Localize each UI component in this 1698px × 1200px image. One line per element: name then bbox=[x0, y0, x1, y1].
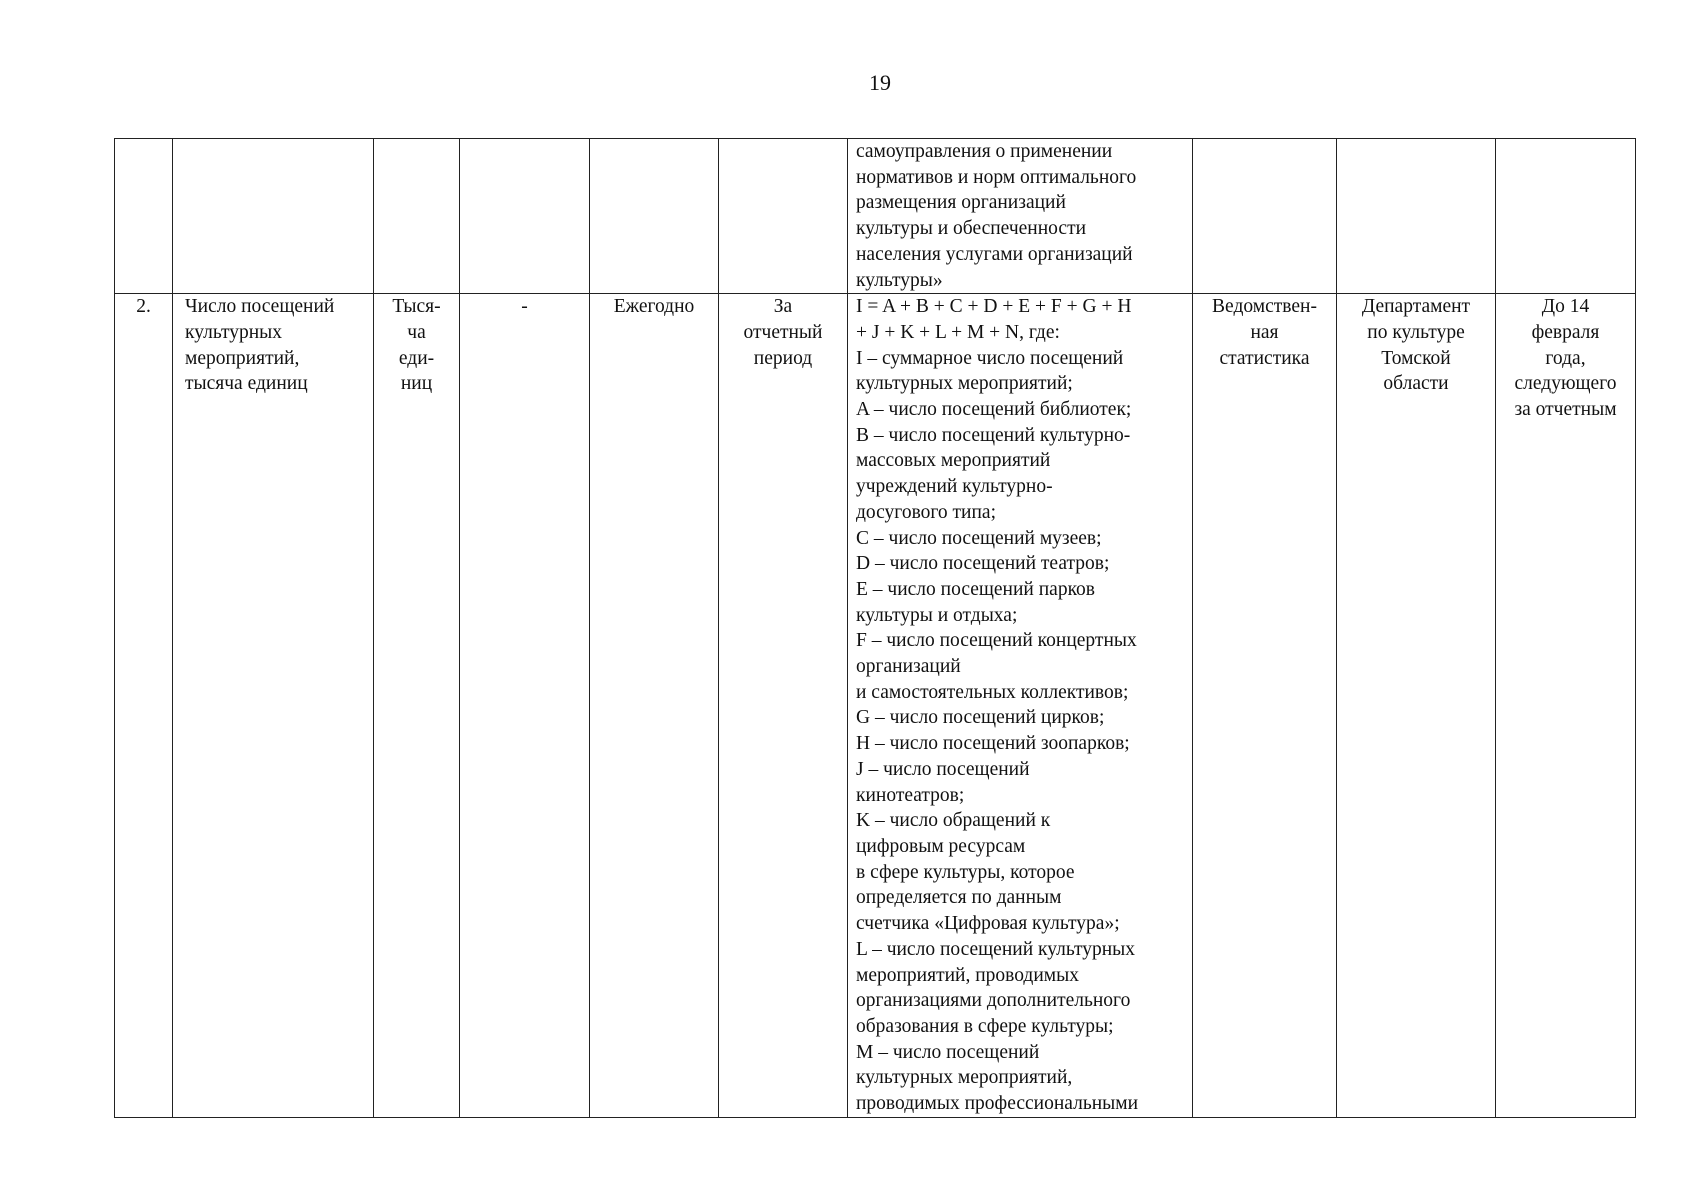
formula-line: D – число посещений театров; bbox=[856, 553, 1110, 575]
name-line: мероприятий, bbox=[185, 347, 300, 369]
responsible-line: Томской bbox=[1381, 347, 1451, 369]
formula-line: A – число посещений библиотек; bbox=[856, 399, 1132, 421]
name-line: Число посещений bbox=[185, 296, 335, 318]
unit-line: еди- bbox=[398, 347, 435, 369]
row-number: 2. bbox=[136, 296, 151, 318]
formula-line: счетчика «Цифровая культура»; bbox=[856, 913, 1120, 935]
formula-line: C – число посещений музеев; bbox=[856, 527, 1102, 549]
formula-line: самоуправления о применении bbox=[856, 141, 1113, 162]
formula-line: культуры и обеспеченности bbox=[856, 218, 1087, 240]
name-cell bbox=[173, 139, 374, 294]
formula-cell bbox=[848, 139, 1193, 294]
formula-line: F – число посещений концертных bbox=[856, 630, 1137, 652]
formula-line: мероприятий, проводимых bbox=[856, 964, 1079, 986]
indicator-table bbox=[114, 138, 1636, 1118]
formula-line: G – число посещений цирков; bbox=[856, 707, 1105, 729]
name-line: культурных bbox=[185, 321, 283, 343]
formula-line: проводимых профессиональными bbox=[856, 1093, 1139, 1115]
responsible-cell bbox=[1337, 139, 1496, 294]
source-line: статистика bbox=[1219, 347, 1310, 369]
source-line: ная bbox=[1250, 321, 1279, 343]
formula-line: K – число обращений к bbox=[856, 810, 1051, 832]
formula-line: досугового типа; bbox=[856, 501, 996, 523]
table-row bbox=[115, 294, 1636, 1118]
periodicity-value: Ежегодно bbox=[613, 296, 695, 318]
formula-line: кинотеатров; bbox=[856, 784, 965, 806]
periodicity-cell bbox=[590, 294, 719, 1118]
formula-line: образования в сфере культуры; bbox=[856, 1015, 1114, 1037]
unit-cell bbox=[374, 139, 460, 294]
unit-line: ниц bbox=[400, 373, 433, 395]
formula-line: организаций bbox=[856, 656, 961, 678]
period-line: отчетный bbox=[743, 321, 823, 343]
name-cell bbox=[173, 294, 374, 1118]
formula-line: определяется по данным bbox=[856, 887, 1062, 909]
formula-line: B – число посещений культурно- bbox=[856, 424, 1131, 446]
number-cell bbox=[115, 294, 173, 1118]
formula-line: + J + K + L + M + N, где: bbox=[856, 321, 1060, 343]
responsible-line: по культуре bbox=[1367, 321, 1465, 343]
formula-line: L – число посещений культурных bbox=[856, 938, 1136, 960]
unit-cell bbox=[374, 294, 460, 1118]
formula-line: E – число посещений парков bbox=[856, 578, 1096, 600]
formula-line: H – число посещений зоопарков; bbox=[856, 733, 1130, 755]
deadline-line: До 14 bbox=[1541, 296, 1590, 318]
period-line: За bbox=[773, 296, 793, 318]
formula-line: культуры» bbox=[856, 269, 943, 291]
period-cell bbox=[719, 139, 848, 294]
formula-line: J – число посещений bbox=[856, 758, 1030, 780]
unit-line: ча bbox=[407, 321, 426, 343]
formula-line: в сфере культуры, которое bbox=[856, 861, 1075, 883]
formula-line: и самостоятельных коллективов; bbox=[856, 681, 1129, 703]
deadline-line: следующего bbox=[1514, 373, 1617, 395]
formula-line: населения услугами организаций bbox=[856, 243, 1133, 265]
table-row bbox=[115, 139, 1636, 294]
formula-line: M – число посещений bbox=[856, 1041, 1040, 1063]
formula-cell bbox=[848, 294, 1193, 1118]
formula-line: нормативов и норм оптимального bbox=[856, 166, 1137, 188]
period-line: период bbox=[753, 347, 813, 369]
page-number: 19 bbox=[869, 70, 891, 95]
formula-line: I = A + B + C + D + E + F + G + H bbox=[856, 296, 1132, 318]
unit-line: Тыся- bbox=[392, 296, 441, 318]
dash-value: - bbox=[521, 296, 528, 318]
formula-line: цифровым ресурсам bbox=[856, 835, 1026, 857]
deadline-cell bbox=[1496, 294, 1636, 1118]
source-cell bbox=[1193, 294, 1337, 1118]
deadline-line: февраля bbox=[1531, 321, 1600, 343]
responsible-cell bbox=[1337, 294, 1496, 1118]
deadline-line: за отчетным bbox=[1514, 399, 1617, 421]
formula-line: культурных мероприятий; bbox=[856, 373, 1073, 395]
deadline-cell bbox=[1496, 139, 1636, 294]
formula-line: размещения организаций bbox=[856, 192, 1066, 214]
source-cell bbox=[1193, 139, 1337, 294]
responsible-line: Департамент bbox=[1361, 296, 1471, 318]
responsible-line: области bbox=[1383, 373, 1449, 395]
periodicity-cell bbox=[590, 139, 719, 294]
formula-line: массовых мероприятий bbox=[856, 450, 1051, 472]
formula-line: I – суммарное число посещений bbox=[856, 347, 1124, 369]
period-cell bbox=[719, 294, 848, 1118]
formula-line: организациями дополнительного bbox=[856, 990, 1131, 1012]
source-line: Ведомствен- bbox=[1212, 296, 1317, 318]
formula-line: культуры и отдыха; bbox=[856, 604, 1018, 626]
formula-line: учреждений культурно- bbox=[856, 476, 1053, 498]
col4-cell bbox=[460, 139, 590, 294]
col4-cell bbox=[460, 294, 590, 1118]
deadline-line: года, bbox=[1545, 347, 1586, 369]
formula-line: культурных мероприятий, bbox=[856, 1067, 1073, 1089]
number-cell bbox=[115, 139, 173, 294]
name-line: тысяча единиц bbox=[185, 373, 308, 395]
